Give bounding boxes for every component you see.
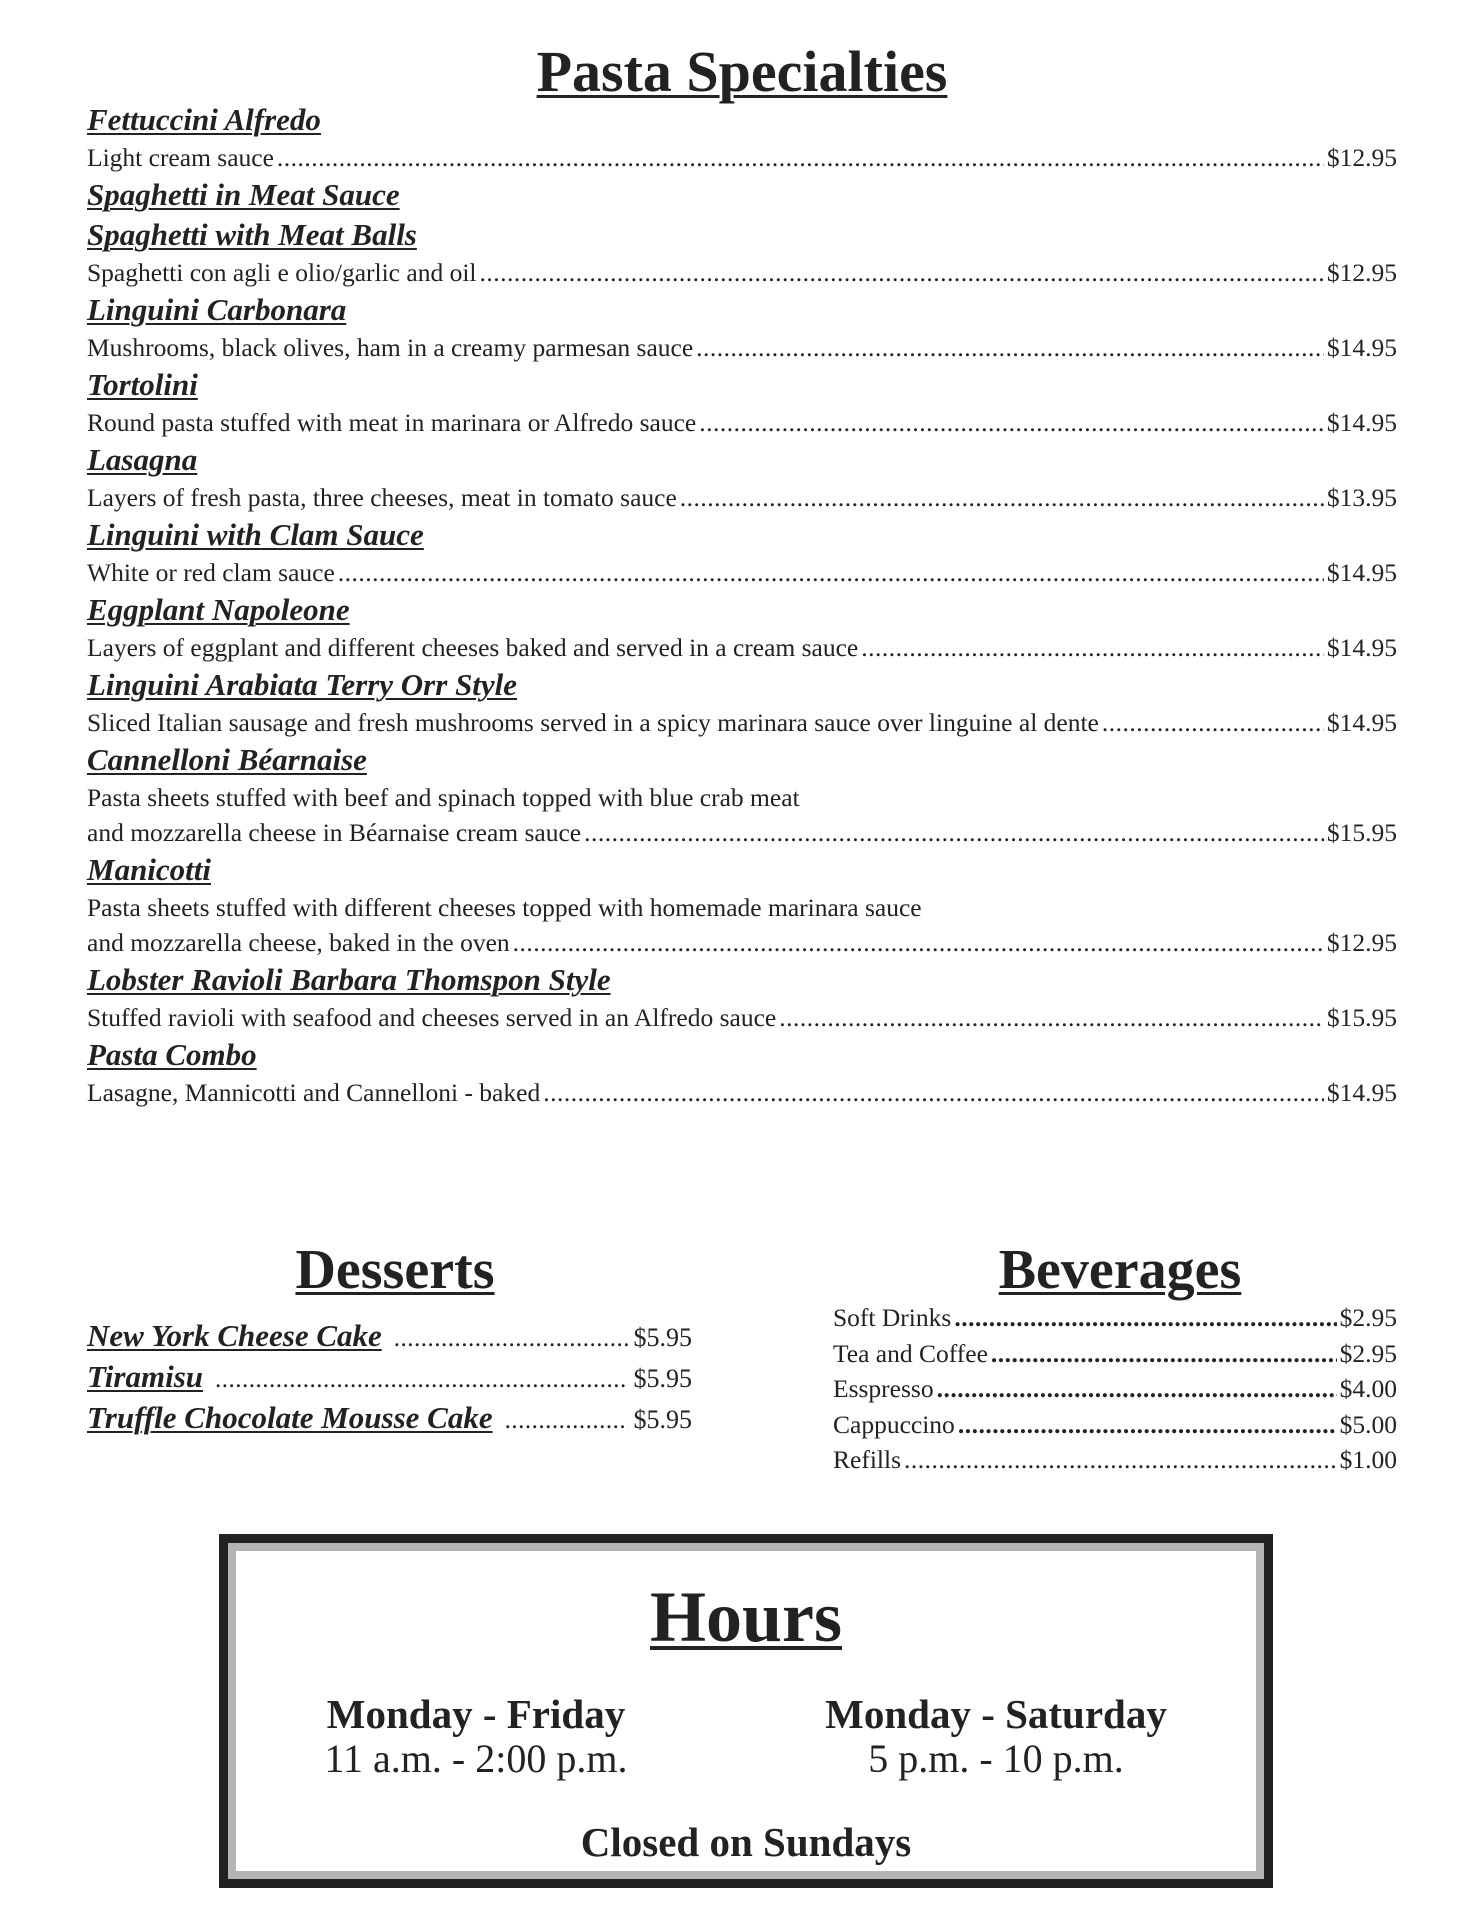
dessert-price: $5.95 [633, 1364, 692, 1393]
beverage-price: $5.00 [1339, 1409, 1397, 1439]
dish-price: $12.95 [1326, 143, 1397, 172]
lunch-days: Monday - Friday [326, 1691, 626, 1737]
dish-name: Lasagna [87, 442, 198, 477]
dish-price: $15.95 [1326, 1003, 1397, 1032]
beverage-item [833, 1371, 1397, 1407]
dot-leader [543, 1075, 1324, 1110]
dish-price-line [87, 815, 1397, 850]
dish-description: White or red clam sauce [87, 558, 335, 587]
dot-leader [958, 1407, 1337, 1443]
hours-frame [219, 1534, 1273, 1888]
beverage-item [833, 1442, 1397, 1478]
dish-description: and mozzarella cheese in Béarnaise cream sauce [87, 818, 582, 847]
beverage-name: Soft Drinks [833, 1303, 952, 1332]
dish-description: Pasta sheets stuffed with different cheeses topped with homemade marinara sauce [87, 893, 922, 922]
dinner-days: Monday - Saturday [825, 1691, 1167, 1737]
dot-leader [215, 1366, 628, 1394]
dish-name: Fettuccini Alfredo [87, 102, 321, 137]
dish-price-line [87, 555, 1397, 590]
dish-price-line [87, 1075, 1397, 1110]
dot-leader [505, 1407, 628, 1435]
dish-price: $14.95 [1326, 633, 1397, 662]
beverage-item [833, 1407, 1397, 1443]
dessert-item [87, 1318, 692, 1359]
dish-name: Pasta Combo [87, 1037, 257, 1072]
dessert-name: Tiramisu [87, 1359, 203, 1394]
lunch-hours [306, 1691, 646, 1781]
beverage-name: Refills [833, 1445, 901, 1474]
dish-price: $12.95 [1326, 258, 1397, 287]
dot-leader [277, 140, 1324, 175]
dish-description: and mozzarella cheese, baked in the oven [87, 928, 510, 957]
dish-name: Linguini with Clam Sauce [87, 517, 424, 552]
dish-price-line [87, 405, 1397, 440]
dot-leader [696, 330, 1324, 365]
dot-leader [1102, 705, 1324, 740]
dot-leader [779, 1000, 1324, 1035]
dinner-hours [816, 1691, 1176, 1781]
dish-name: Cannelloni Béarnaise [87, 742, 367, 777]
dish-description: Round pasta stuffed with meat in marinara or Alfredo sauce [87, 408, 697, 437]
dish-price-line [87, 330, 1397, 365]
beverage-price: $2.95 [1339, 1303, 1397, 1332]
closed-notice: Closed on Sundays [580, 1819, 912, 1865]
dish-description: Light cream sauce [87, 143, 274, 172]
dish-name: Manicotti [87, 852, 212, 887]
dot-leader [480, 255, 1324, 290]
dessert-item [87, 1359, 692, 1400]
dish-price-line [87, 1000, 1397, 1035]
hours-frame-border [228, 1543, 1264, 1879]
dinner-time: 5 p.m. - 10 p.m. [868, 1736, 1124, 1781]
desserts-list [87, 1318, 692, 1441]
dot-leader [584, 815, 1324, 850]
dot-leader [991, 1336, 1337, 1372]
dish-price: $15.95 [1326, 818, 1397, 847]
beverage-price: $2.95 [1339, 1338, 1397, 1368]
dot-leader [937, 1371, 1337, 1407]
dish-price: $14.95 [1326, 708, 1397, 737]
dish-name: Tortolini [87, 367, 198, 402]
hours-panel [236, 1551, 1256, 1871]
dish-description: Lasagne, Mannicotti and Cannelloni - baked [87, 1078, 541, 1107]
dish-name: Spaghetti in Meat Sauce [87, 177, 400, 212]
dish-price: $14.95 [1326, 408, 1397, 437]
dish-name: Spaghetti with Meat Balls [87, 217, 417, 252]
dish-name: Lobster Ravioli Barbara Thomspon Style [87, 962, 611, 997]
dish-price-line [87, 705, 1397, 740]
beverage-name: Cappuccino [833, 1409, 955, 1439]
dish-description: Layers of eggplant and different cheeses baked and served in a cream sauce [87, 633, 859, 662]
dessert-price: $5.95 [633, 1405, 692, 1434]
hours-heading: Hours [649, 1577, 843, 1657]
dish-name: Eggplant Napoleone [87, 592, 350, 627]
dessert-item [87, 1400, 692, 1441]
dish-price-line [87, 255, 1397, 290]
dessert-price: $5.95 [633, 1323, 692, 1352]
dot-leader [680, 480, 1324, 515]
dish-description: Layers of fresh pasta, three cheeses, meat in tomato sauce [87, 483, 677, 512]
dessert-name: New York Cheese Cake [87, 1318, 382, 1353]
beverage-item [833, 1300, 1397, 1336]
dot-leader [338, 555, 1324, 590]
beverage-name: Esspresso [833, 1374, 934, 1403]
dish-description: Pasta sheets stuffed with beef and spinach topped with blue crab meat [87, 783, 800, 812]
dish-description: Sliced Italian sausage and fresh mushrooms served in a spicy marinara sauce over linguine al dente [87, 708, 1099, 737]
pasta-menu-list [87, 100, 1397, 1110]
dot-leader [699, 405, 1324, 440]
desserts-heading: Desserts [295, 1239, 495, 1301]
dish-price: $13.95 [1326, 483, 1397, 512]
beverage-price: $1.00 [1339, 1445, 1397, 1474]
dish-price-line [87, 480, 1397, 515]
pasta-specialties-heading: Pasta Specialties [536, 39, 948, 104]
beverage-price: $4.00 [1339, 1374, 1397, 1403]
dot-leader [394, 1325, 628, 1353]
dish-price: $14.95 [1326, 333, 1397, 362]
dish-description: Mushrooms, black olives, ham in a creamy parmesan sauce [87, 333, 694, 362]
lunch-time: 11 a.m. - 2:00 p.m. [324, 1736, 628, 1781]
dish-price-line [87, 925, 1397, 960]
dish-price-line [87, 140, 1397, 175]
dish-price-line [87, 630, 1397, 665]
beverage-name: Tea and Coffee [833, 1338, 988, 1368]
dish-price: $14.95 [1326, 558, 1397, 587]
dot-leader [861, 630, 1324, 665]
dish-description: Stuffed ravioli with seafood and cheeses served in an Alfredo sauce [87, 1003, 777, 1032]
dot-leader [513, 925, 1324, 960]
beverages-heading: Beverages [998, 1239, 1242, 1301]
dish-price: $14.95 [1326, 1078, 1397, 1107]
dish-name: Linguini Carbonara [87, 292, 347, 327]
dish-description: Spaghetti con agli e olio/garlic and oil [87, 258, 477, 287]
dot-leader [904, 1442, 1337, 1478]
dessert-name: Truffle Chocolate Mousse Cake [87, 1400, 493, 1435]
dot-leader [954, 1300, 1336, 1336]
dish-price: $12.95 [1326, 928, 1397, 957]
dish-name: Linguini Arabiata Terry Orr Style [87, 667, 518, 702]
beverage-item [833, 1336, 1397, 1372]
beverages-list [833, 1300, 1397, 1478]
